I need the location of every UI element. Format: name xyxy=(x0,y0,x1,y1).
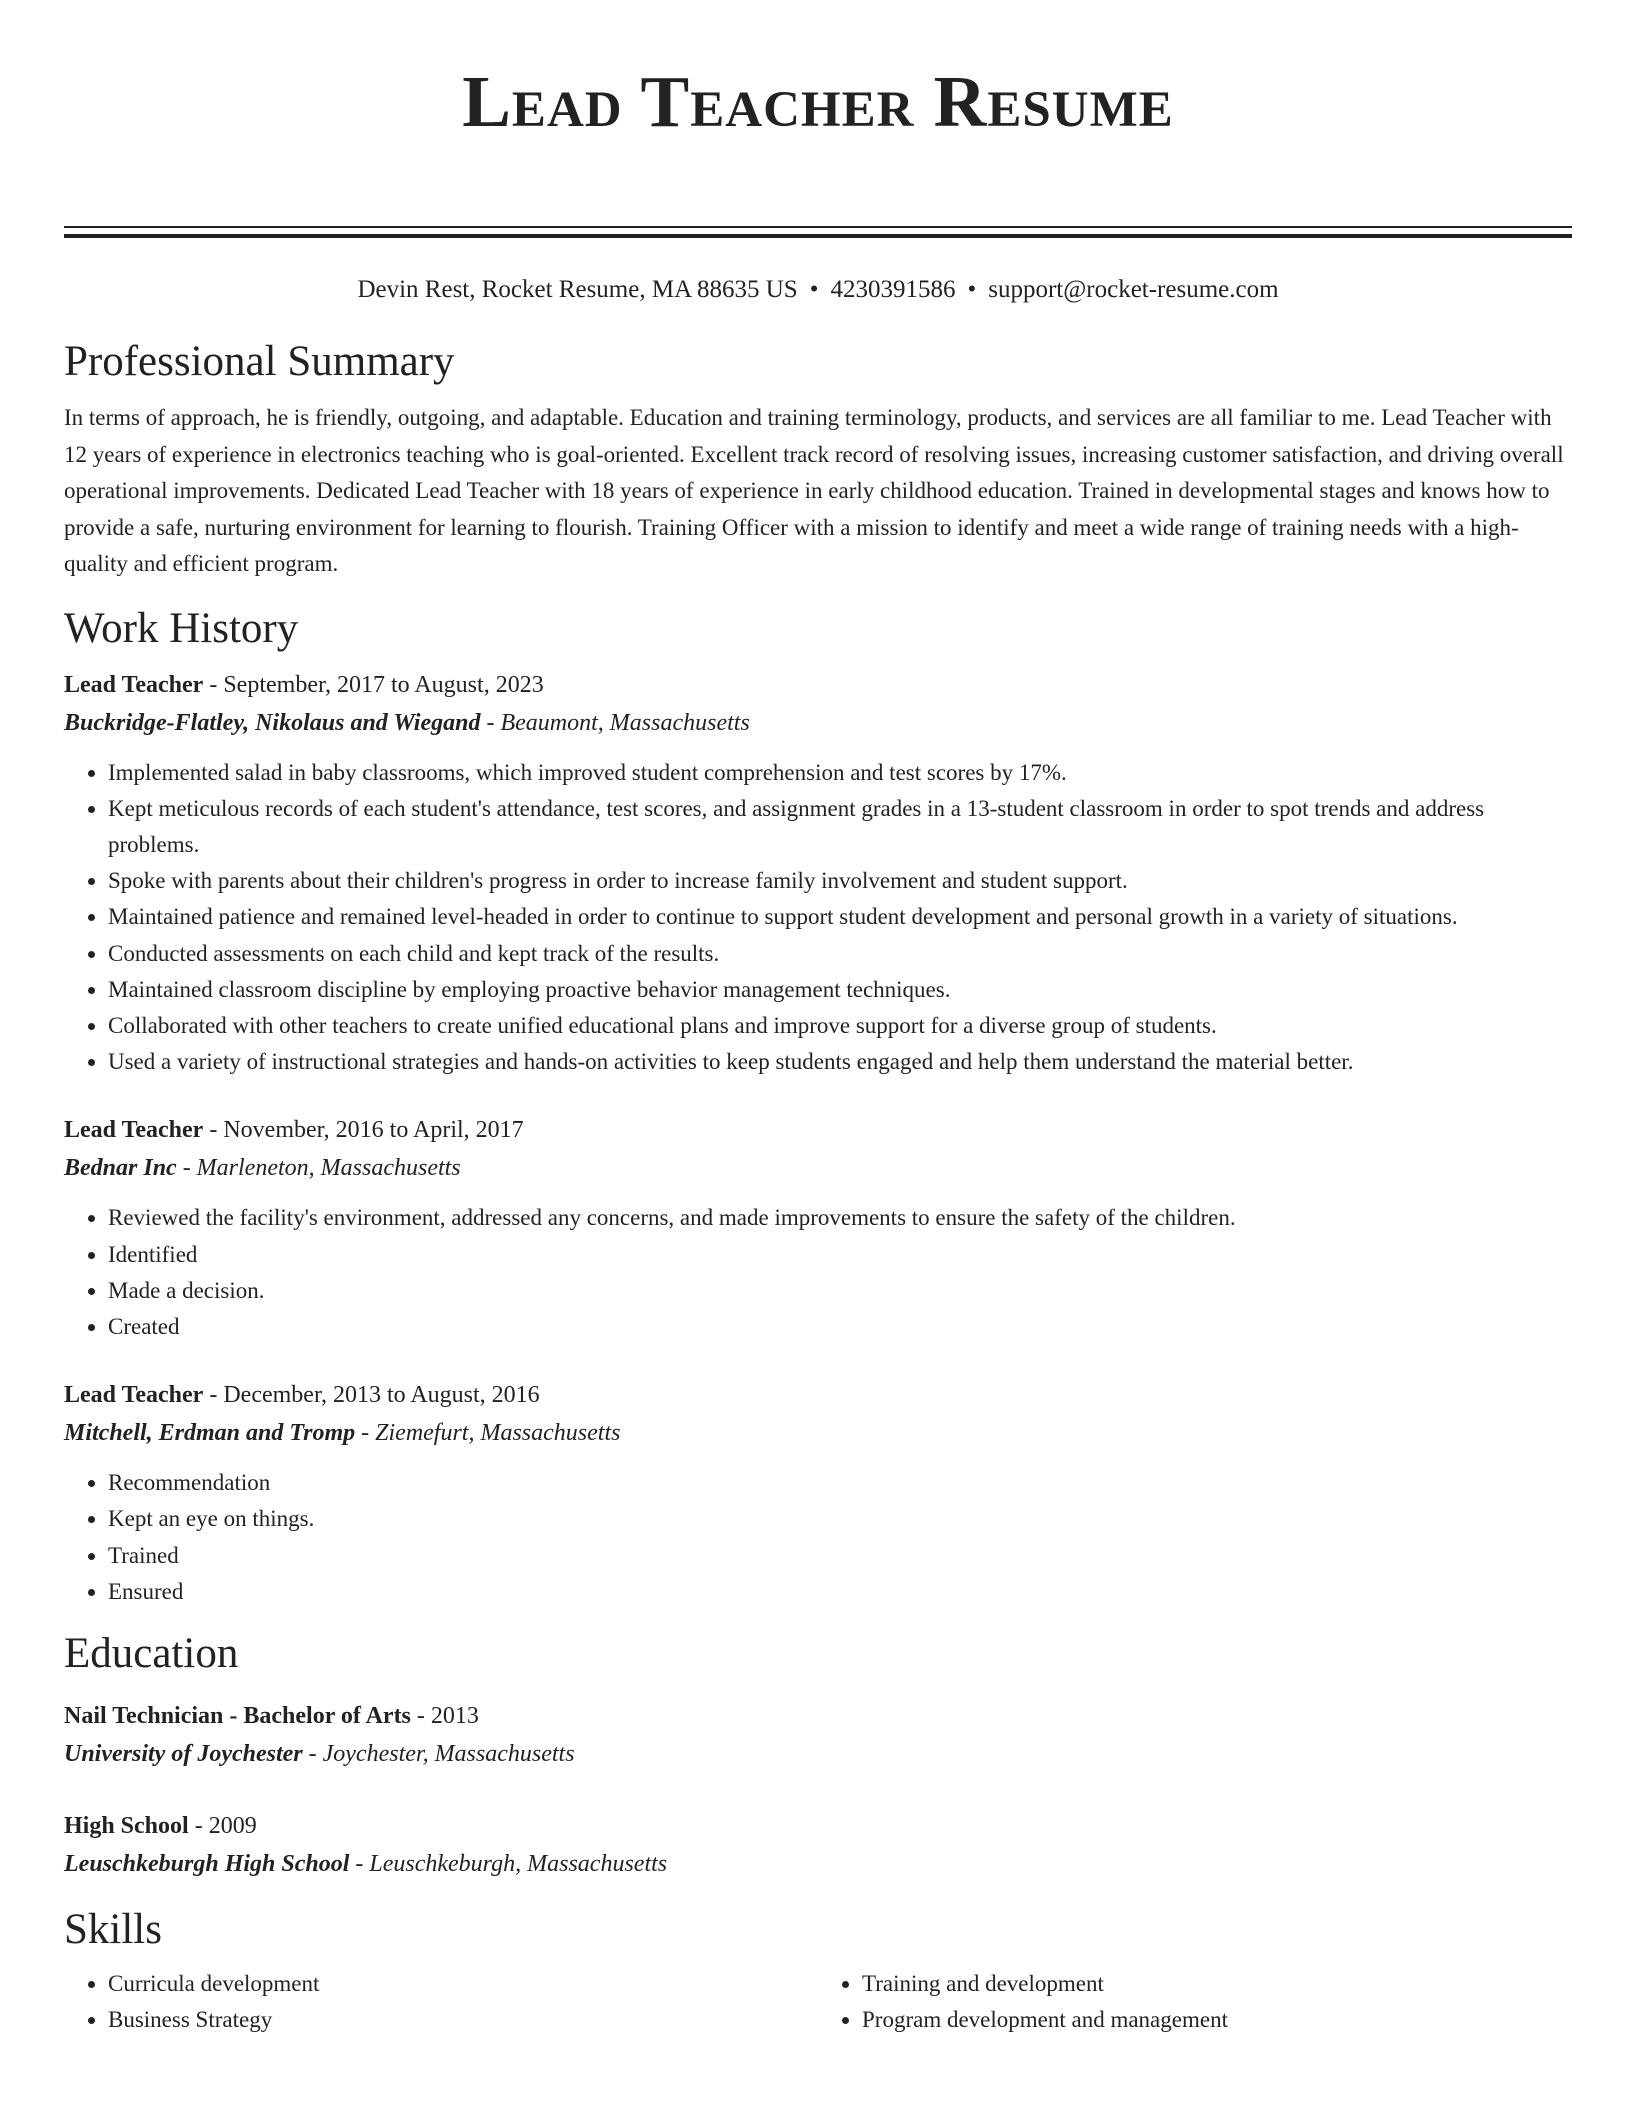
job-location: - Marleneton, Massachusetts xyxy=(176,1155,461,1182)
divider-line-thin xyxy=(64,226,1572,228)
job-company-line xyxy=(64,703,1572,743)
education-location: - Joychester, Massachusetts xyxy=(302,1740,575,1767)
job-location: - Ziemefurt, Massachusetts xyxy=(355,1420,621,1447)
list-item: • Maintained classroom discipline by employing proactive behavior management techniques. xyxy=(108,972,1572,1008)
job-entry xyxy=(64,667,1572,1081)
list-item: • Identified xyxy=(108,1237,1572,1273)
list-item: • Implemented salad in baby classrooms, which improved student comprehension and test scores by 17%. xyxy=(108,755,1572,791)
skills-heading: Skills xyxy=(64,1905,162,1953)
summary-heading: Professional Summary xyxy=(64,338,455,385)
divider-line-thick xyxy=(64,234,1572,238)
contact-separator: • xyxy=(967,276,977,303)
list-item: • Made a decision. xyxy=(108,1273,1572,1309)
job-company: Buckridge-Flatley, Nikolaus and Wiegand xyxy=(64,709,481,736)
resume-page xyxy=(64,0,1572,2038)
list-item: • Created xyxy=(108,1309,1572,1345)
resume-title: Lead Teacher Resume xyxy=(462,61,1174,142)
summary-text: In terms of approach, he is friendly, outgoing, and adaptable. Education and training terminology, products, and services are all familiar to me. Lead Teacher with 12 years of experience in electronics teaching who is goal-oriented. Excellent track record of resolving issues, increasing customer satisfaction, and driving overall operational improvements. Dedicated Lead Teacher with 18 years of experience in early childhood education. Trained in developmental stages and knows how to provide a safe, nurturing environment for learning to flourish. Training Officer with a mission to identify and meet a wide range of training needs with a high-quality and efficient program. xyxy=(64,405,1564,576)
list-item: • Spoke with parents about their children's progress in order to increase family involvement and student support. xyxy=(108,863,1572,899)
list-item: • Kept an eye on things. xyxy=(108,1501,1572,1537)
job-dates: - November, 2016 to April, 2017 xyxy=(203,1117,524,1144)
education-school: Leuschkeburgh High School xyxy=(64,1850,350,1877)
education-school-line xyxy=(64,1844,1572,1884)
job-header xyxy=(64,1377,1572,1413)
list-item: • Recommendation xyxy=(108,1465,1572,1501)
contact-line xyxy=(64,274,1572,306)
list-item: • Kept meticulous records of each student's attendance, test scores, and assignment grades in a 13-student classroom in order to spot trends and address problems. xyxy=(108,791,1572,863)
job-bullets xyxy=(64,1465,1572,1610)
education-school: University of Joychester xyxy=(64,1740,303,1767)
education-heading: Education xyxy=(64,1629,239,1677)
job-title: Lead Teacher xyxy=(64,1117,204,1144)
job-title: Lead Teacher xyxy=(64,671,204,698)
education-degree: High School xyxy=(64,1812,189,1839)
education-location: - Leuschkeburgh, Massachusetts xyxy=(349,1850,668,1877)
job-dates: - December, 2013 to August, 2016 xyxy=(203,1382,540,1409)
education-year: - 2009 xyxy=(188,1812,257,1839)
list-item: • Reviewed the facility's environment, addressed any concerns, and made improvements to ensure the safety of the children. xyxy=(108,1200,1572,1236)
job-company: Bednar Inc xyxy=(64,1155,177,1182)
contact-separator: • xyxy=(809,276,819,303)
education-entry xyxy=(64,1808,1572,1884)
contact-address: Devin Rest, Rocket Resume, MA 88635 US xyxy=(357,276,798,303)
job-bullets xyxy=(64,755,1572,1081)
job-entry xyxy=(64,1112,1572,1345)
list-item: • Collaborated with other teachers to create unified educational plans and improve support for a diverse group of students. xyxy=(108,1008,1572,1044)
job-title: Lead Teacher xyxy=(64,1382,204,1409)
list-item: • Used a variety of instructional strategies and hands-on activities to keep students engaged and help them understand the material better. xyxy=(108,1044,1572,1080)
list-item: • Curricula development xyxy=(108,1966,818,2002)
list-item: • Program development and management xyxy=(862,2002,1572,2038)
title-divider xyxy=(64,226,1572,238)
list-item: • Business Strategy xyxy=(108,2002,818,2038)
contact-email: support@rocket-resume.com xyxy=(988,276,1279,303)
job-location: - Beaumont, Massachusetts xyxy=(480,709,750,736)
list-item: • Trained xyxy=(108,1538,1572,1574)
job-header xyxy=(64,667,1572,703)
job-dates: - September, 2017 to August, 2023 xyxy=(203,671,544,698)
skills-column-right xyxy=(818,1966,1572,2038)
list-item: • Maintained patience and remained level-headed in order to continue to support student development and personal growth in a variety of situations. xyxy=(108,899,1572,935)
education-entry xyxy=(64,1698,1572,1774)
list-item: • Training and development xyxy=(862,1966,1572,2002)
job-entry xyxy=(64,1377,1572,1610)
education-school-line xyxy=(64,1734,1572,1774)
education-degree: Nail Technician - Bachelor of Arts xyxy=(64,1702,411,1729)
education-header xyxy=(64,1698,1572,1734)
education-year: - 2013 xyxy=(410,1702,479,1729)
skills-column-left xyxy=(64,1966,818,2038)
job-header xyxy=(64,1112,1572,1148)
list-item: • Ensured xyxy=(108,1574,1572,1610)
job-company: Mitchell, Erdman and Tromp xyxy=(64,1420,356,1447)
work-history-heading: Work History xyxy=(64,604,299,652)
contact-phone: 4230391586 xyxy=(830,276,956,303)
list-item: • Conducted assessments on each child and kept track of the results. xyxy=(108,936,1572,972)
job-company-line xyxy=(64,1148,1572,1188)
job-bullets xyxy=(64,1200,1572,1345)
job-company-line xyxy=(64,1413,1572,1453)
education-header xyxy=(64,1808,1572,1844)
skills-list xyxy=(64,1966,1572,2038)
